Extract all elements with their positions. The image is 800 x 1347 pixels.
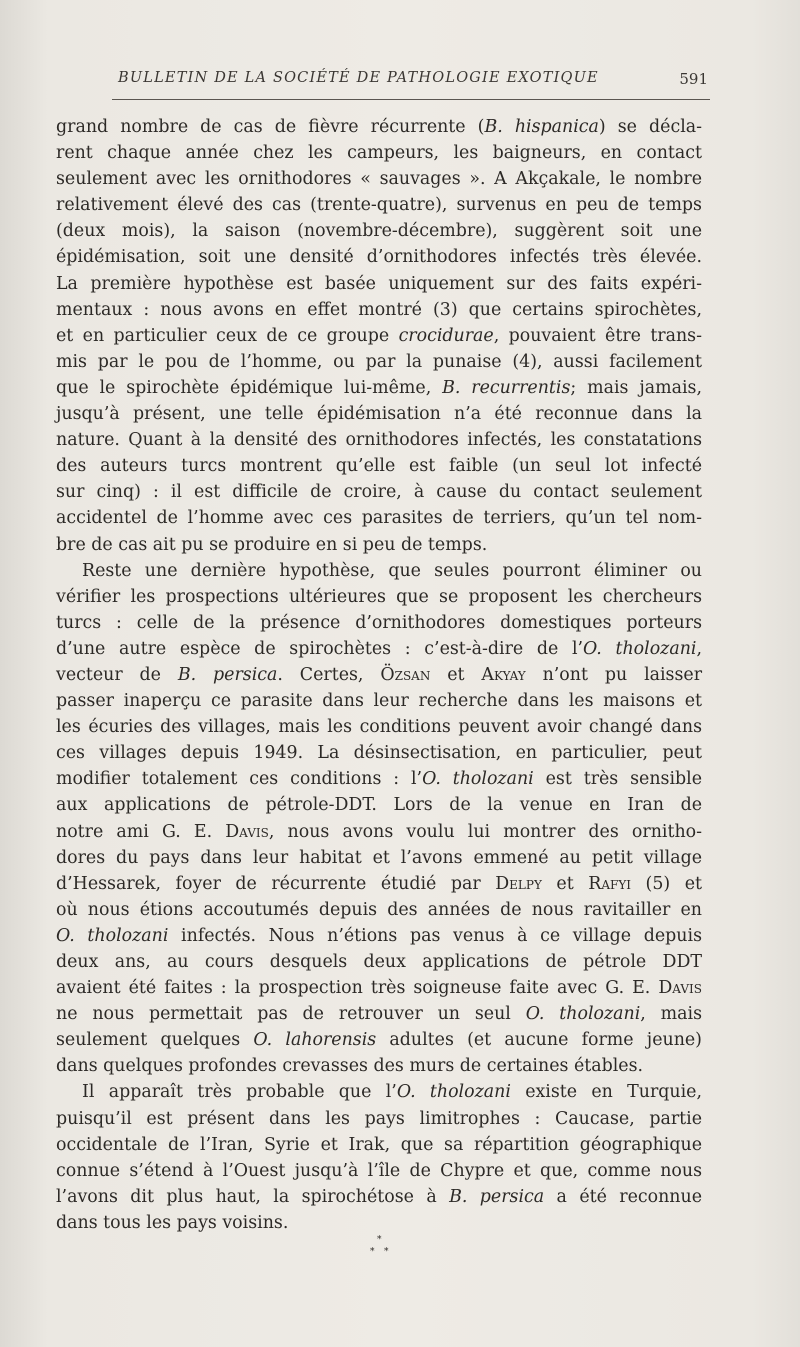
text-line: turcs : celle de la présence d’ornithodores domestiques porteurs (56, 612, 702, 633)
text-line: connue s’étend à l’Ouest jusqu’à l’île de Chypre et que, comme nous (56, 1160, 702, 1181)
text-line: avaient été faites : la prospection très soigneuse faite avec G. E. Davis (56, 978, 702, 999)
article-body (56, 114, 702, 1236)
paragraph-end-line: dans quelques profondes crevasses des murs de certaines étables. (56, 1056, 644, 1077)
running-header (118, 70, 708, 92)
text-line: passer inaperçu ce parasite dans leur recherche dans les maisons et (56, 691, 702, 712)
text-line: sur cinq) : il est difficile de croire, à cause du contact seulement (56, 482, 702, 503)
text-line: où nous étions accoutumés depuis des années de nous ravitailler en (56, 899, 702, 920)
text-line: dores du pays dans leur habitat et l’avons emmené au petit village (56, 847, 702, 868)
text-line: seulement avec les ornithodores « sauvages ». A Akçakale, le nombre (56, 169, 702, 190)
text-line: La première hypothèse est basée uniquement sur des faits expéri- (56, 273, 702, 294)
page-number: 591 (679, 70, 708, 88)
text-line: les écuries des villages, mais les conditions peuvent avoir changé dans (56, 717, 702, 738)
text-line: des auteurs turcs montrent qu’elle est faible (un seul lot infecté (56, 456, 702, 477)
text-line: épidémisation, soit une densité d’ornithodores infectés très élevée. (56, 247, 702, 268)
text-line: d’Hessarek, foyer de récurrente étudié par Delpy et Rafyi (5) et (56, 873, 702, 894)
text-line: rent chaque année chez les campeurs, les baigneurs, en contact (56, 143, 702, 164)
text-line: jusqu’à présent, une telle épidémisation n’a été reconnue dans la (56, 404, 702, 425)
text-line: seulement quelques O. lahorensis adultes (et aucune forme jeune) (56, 1030, 702, 1051)
asterism-star: * (384, 1247, 389, 1257)
text-line: puisqu’il est présent dans les pays limitrophes : Caucase, partie (56, 1108, 702, 1129)
text-line: O. tholozani infectés. Nous n’étions pas venus à ce village depuis (56, 925, 702, 946)
text-line: que le spirochète épidémique lui-même, B. recurrentis; mais jamais, (56, 377, 702, 398)
text-line: aux applications de pétrole-DDT. Lors de la venue en Iran de (56, 795, 702, 816)
text-line: vérifier les prospections ultérieures que se proposent les chercheurs (56, 586, 702, 607)
text-line: modifier totalement ces conditions : l’O. tholozani est très sensible (56, 769, 703, 790)
text-line: accidentel de l’homme avec ces parasites de terriers, qu’un tel nom- (56, 508, 702, 529)
paragraph-end-line: bre de cas ait pu se produire en si peu de temps. (56, 534, 488, 555)
text-line: et en particulier ceux de ce groupe crocidurae, pouvaient être trans- (56, 325, 702, 346)
text-line: occidentale de l’Iran, Syrie et Irak, que sa répartition géographique (56, 1134, 702, 1155)
text-line: notre ami G. E. Davis, nous avons voulu lui montrer des ornitho- (56, 821, 702, 842)
text-line: mis par le pou de l’homme, ou par la punaise (4), aussi facilement (56, 351, 702, 372)
text-line: ne nous permettait pas de retrouver un seul O. tholozani, mais (56, 1004, 702, 1025)
text-line: d’une autre espèce de spirochètes : c’est-à-dire de l’O. tholozani, (56, 638, 702, 659)
asterism-star: * (370, 1247, 375, 1257)
asterism-star: * (377, 1235, 382, 1245)
paragraph-end-line: dans tous les pays voisins. (56, 1212, 289, 1233)
text-line: grand nombre de cas de fièvre récurrente (B. hispanica) se décla- (56, 117, 702, 137)
paragraph-start-line: Il apparaît très probable que l’O. tholozani existe en Turquie, (82, 1082, 702, 1103)
section-asterism (362, 1235, 402, 1267)
text-line: deux ans, au cours desquels deux applications de pétrole DDT (56, 952, 702, 972)
text-line: vecteur de B. persica. Certes, Özsan et Akyay n’ont pu laisser (56, 664, 703, 685)
text-line: nature. Quant à la densité des ornithodores infectés, les constatations (56, 430, 702, 451)
text-line: ces villages depuis 1949. La désinsectisation, en particulier, peut (56, 743, 702, 764)
text-line: mentaux : nous avons en effet montré (3) que certains spirochètes, (56, 299, 702, 320)
text-line: l’avons dit plus haut, la spirochétose à B. persica a été reconnue (56, 1186, 702, 1207)
header-rule (112, 99, 710, 100)
journal-title: BULLETIN DE LA SOCIÉTÉ DE PATHOLOGIE EXOTIQUE (118, 70, 599, 86)
text-line: relativement élevé des cas (trente-quatre), survenus en peu de temps (56, 195, 702, 216)
paragraph-start-line: Reste une dernière hypothèse, que seules pourront éliminer ou (82, 560, 702, 581)
text-line: (deux mois), la saison (novembre-décembre), suggèrent soit une (56, 221, 702, 242)
